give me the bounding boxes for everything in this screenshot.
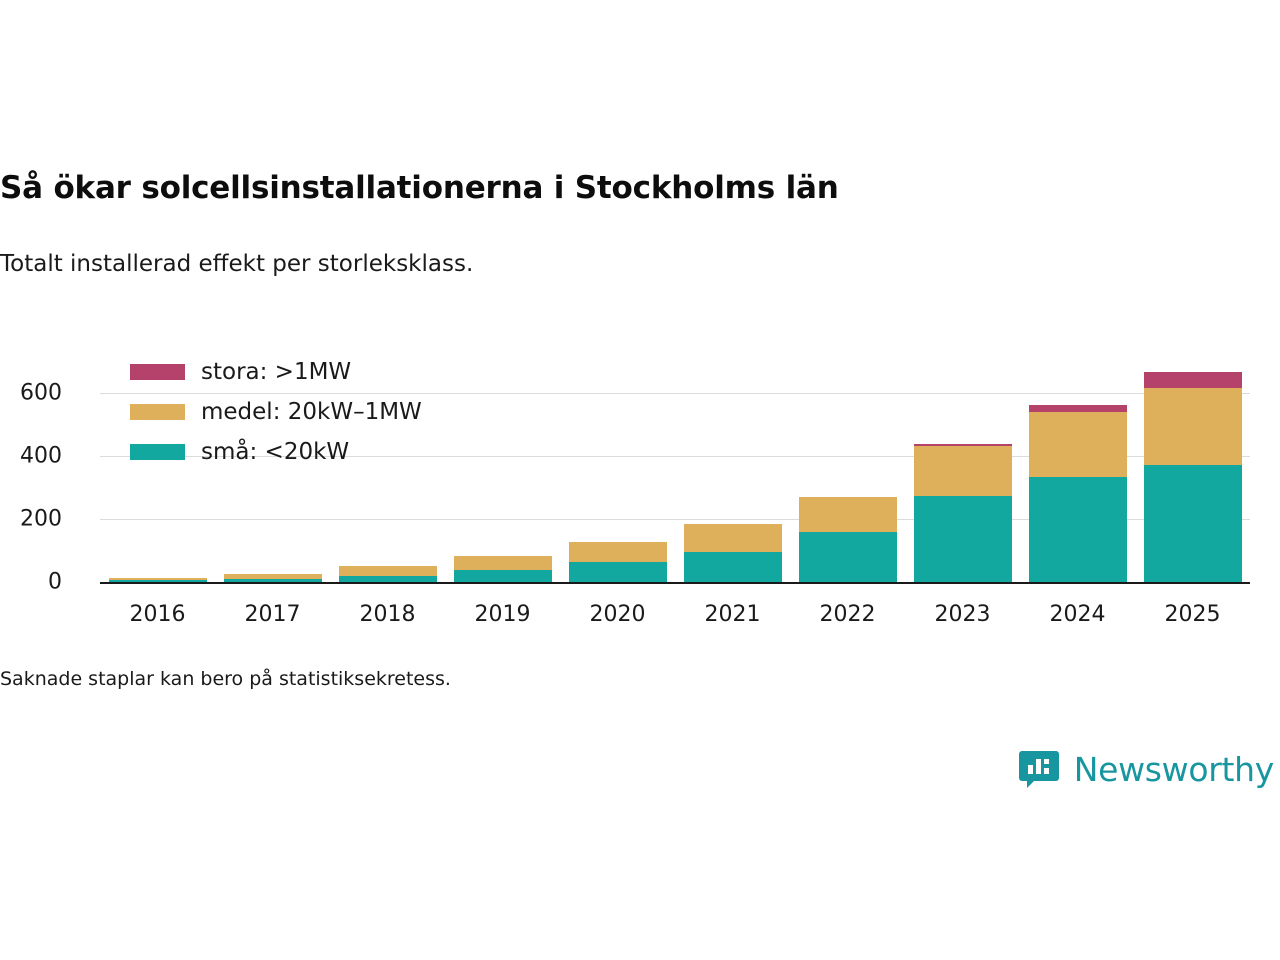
chart-legend	[130, 352, 422, 472]
bar-chart-bubble-icon	[1018, 748, 1060, 790]
bar-segment[interactable]	[224, 574, 322, 579]
bar-segment[interactable]	[109, 578, 207, 580]
bar-segment[interactable]	[914, 444, 1012, 446]
bar-stack[interactable]	[914, 352, 1012, 582]
legend-item[interactable]	[130, 352, 422, 392]
bar-segment[interactable]	[569, 542, 667, 561]
x-axis-tick-label: 2018	[359, 602, 416, 627]
bar-stack[interactable]	[684, 352, 782, 582]
bar-stack[interactable]	[569, 352, 667, 582]
bar-segment[interactable]	[224, 579, 322, 582]
brand-name: Newsworthy	[1073, 749, 1274, 789]
x-axis-tick-label: 2017	[244, 602, 301, 627]
x-axis-tick-label: 2023	[934, 602, 991, 627]
x-axis-tick-label: 2025	[1164, 602, 1221, 627]
y-axis-tick-label: 600	[20, 380, 62, 406]
legend-label: medel: 20kW–1MW	[201, 399, 422, 425]
page-subtitle: Totalt installerad effekt per storleksklass.	[0, 251, 474, 277]
bar-segment[interactable]	[1144, 465, 1242, 582]
page-title: Så ökar solcellsinstallationerna i Stockholms län	[0, 170, 839, 206]
bar-segment[interactable]	[339, 576, 437, 582]
y-axis-tick-label: 0	[48, 569, 62, 595]
legend-item[interactable]	[130, 392, 422, 432]
bar-segment[interactable]	[454, 570, 552, 582]
x-axis-tick-label: 2021	[704, 602, 761, 627]
bar-segment[interactable]	[1029, 477, 1127, 582]
x-axis-line	[100, 582, 1250, 584]
bar-segment[interactable]	[914, 496, 1012, 582]
bar-segment[interactable]	[569, 562, 667, 582]
legend-label: små: <20kW	[201, 439, 350, 465]
legend-label: stora: >1MW	[201, 359, 352, 385]
bar-segment[interactable]	[799, 497, 897, 532]
chart-container	[0, 340, 1280, 630]
legend-color-swatch	[130, 444, 185, 460]
bar-stack[interactable]	[454, 352, 552, 582]
x-axis-tick-label: 2019	[474, 602, 531, 627]
x-axis-tick-label: 2024	[1049, 602, 1106, 627]
legend-item[interactable]	[130, 432, 422, 472]
chart-footnote: Saknade staplar kan bero på statistiksekretess.	[0, 668, 451, 690]
x-axis-tick-label: 2022	[819, 602, 876, 627]
bar-segment[interactable]	[684, 552, 782, 582]
y-axis-tick-label: 200	[20, 506, 62, 532]
bar-segment[interactable]	[1029, 405, 1127, 412]
bar-segment[interactable]	[109, 580, 207, 582]
y-axis-tick-label: 400	[20, 443, 62, 469]
bar-stack[interactable]	[799, 352, 897, 582]
bar-segment[interactable]	[339, 566, 437, 576]
bar-segment[interactable]	[1144, 372, 1242, 388]
bar-stack[interactable]	[1144, 352, 1242, 582]
bar-segment[interactable]	[799, 532, 897, 582]
bar-segment[interactable]	[914, 446, 1012, 496]
bar-stack[interactable]	[1029, 352, 1127, 582]
x-axis-tick-label: 2020	[589, 602, 646, 627]
bar-segment[interactable]	[454, 556, 552, 570]
bar-segment[interactable]	[1029, 412, 1127, 477]
bar-segment[interactable]	[1144, 388, 1242, 465]
legend-color-swatch	[130, 364, 185, 380]
x-axis-tick-label: 2016	[129, 602, 186, 627]
legend-color-swatch	[130, 404, 185, 420]
bar-segment[interactable]	[684, 524, 782, 551]
brand-logo	[1018, 748, 1274, 790]
